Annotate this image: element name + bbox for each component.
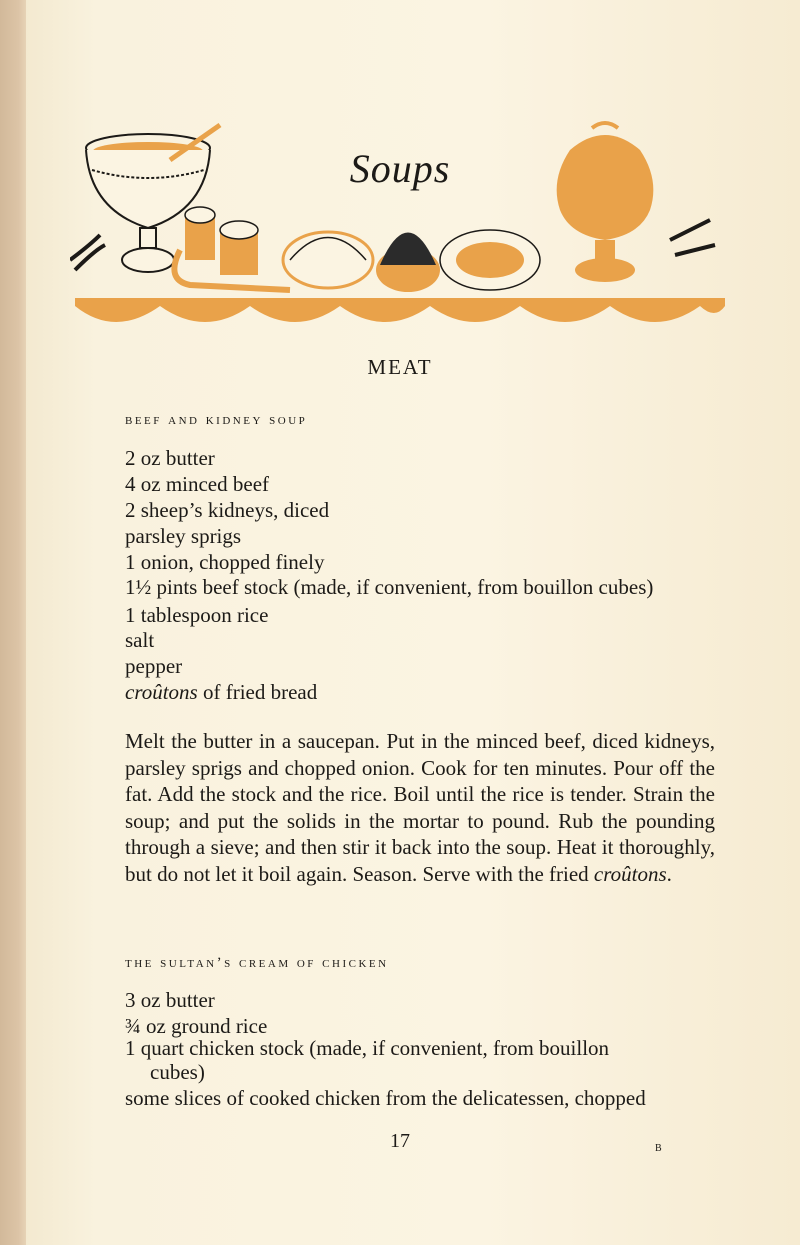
section-heading: MEAT xyxy=(367,355,433,379)
ingredient: 2 sheep’s kidneys, diced xyxy=(125,498,330,522)
page-edge xyxy=(0,0,26,1245)
ingredient-italic: croûtons xyxy=(125,680,198,704)
recipe-title: beef and kidney soup xyxy=(125,412,308,428)
ingredient: 4 oz minced beef xyxy=(125,472,270,496)
ingredient: 1 quart chicken stock (made, if convenient, from bouillon xyxy=(125,1036,610,1060)
chapter-title: Soups xyxy=(349,146,451,191)
ingredient xyxy=(125,680,317,705)
ingredient: some slices of cooked chicken from the delicatessen, chopped xyxy=(125,1086,646,1110)
ingredient: 1½ pints beef stock (made, if convenient, from bouillon cubes) xyxy=(125,575,654,599)
ingredient: ¾ oz ground rice xyxy=(125,1014,268,1038)
method-end: . xyxy=(666,861,672,886)
signature-mark: B xyxy=(655,1143,662,1154)
method-text: Melt the butter in a saucepan. Put in the minced beef, diced kidneys, parsley sprigs and chopped onion. Cook for ten minutes. Pour off the fat. Add the stock and the rice. Boil until the rice is tender. Strain the soup; and put the solids in the mortar to pound. Rub the pounding through a sieve; and then stir it back into the soup. Heat it thoroughly, but do not let it boil again. Season. Serve with the fried xyxy=(125,729,715,886)
ingredient: 2 oz butter xyxy=(125,446,215,470)
ingredient-continued: cubes) xyxy=(150,1060,205,1084)
ingredient-rest: of fried bread xyxy=(197,680,318,704)
ingredient: parsley sprigs xyxy=(125,524,242,548)
page-number: 17 xyxy=(390,1130,410,1152)
method-paragraph xyxy=(125,728,715,887)
ingredient: salt xyxy=(125,628,155,652)
ingredient: 3 oz butter xyxy=(125,988,215,1012)
ingredient: pepper xyxy=(125,654,183,678)
ingredient: 1 tablespoon rice xyxy=(125,603,269,627)
method-italic: croûtons xyxy=(593,861,667,886)
recipe-title: the sultan’s cream of chicken xyxy=(125,955,389,971)
ingredient: 1 onion, chopped finely xyxy=(125,550,325,574)
